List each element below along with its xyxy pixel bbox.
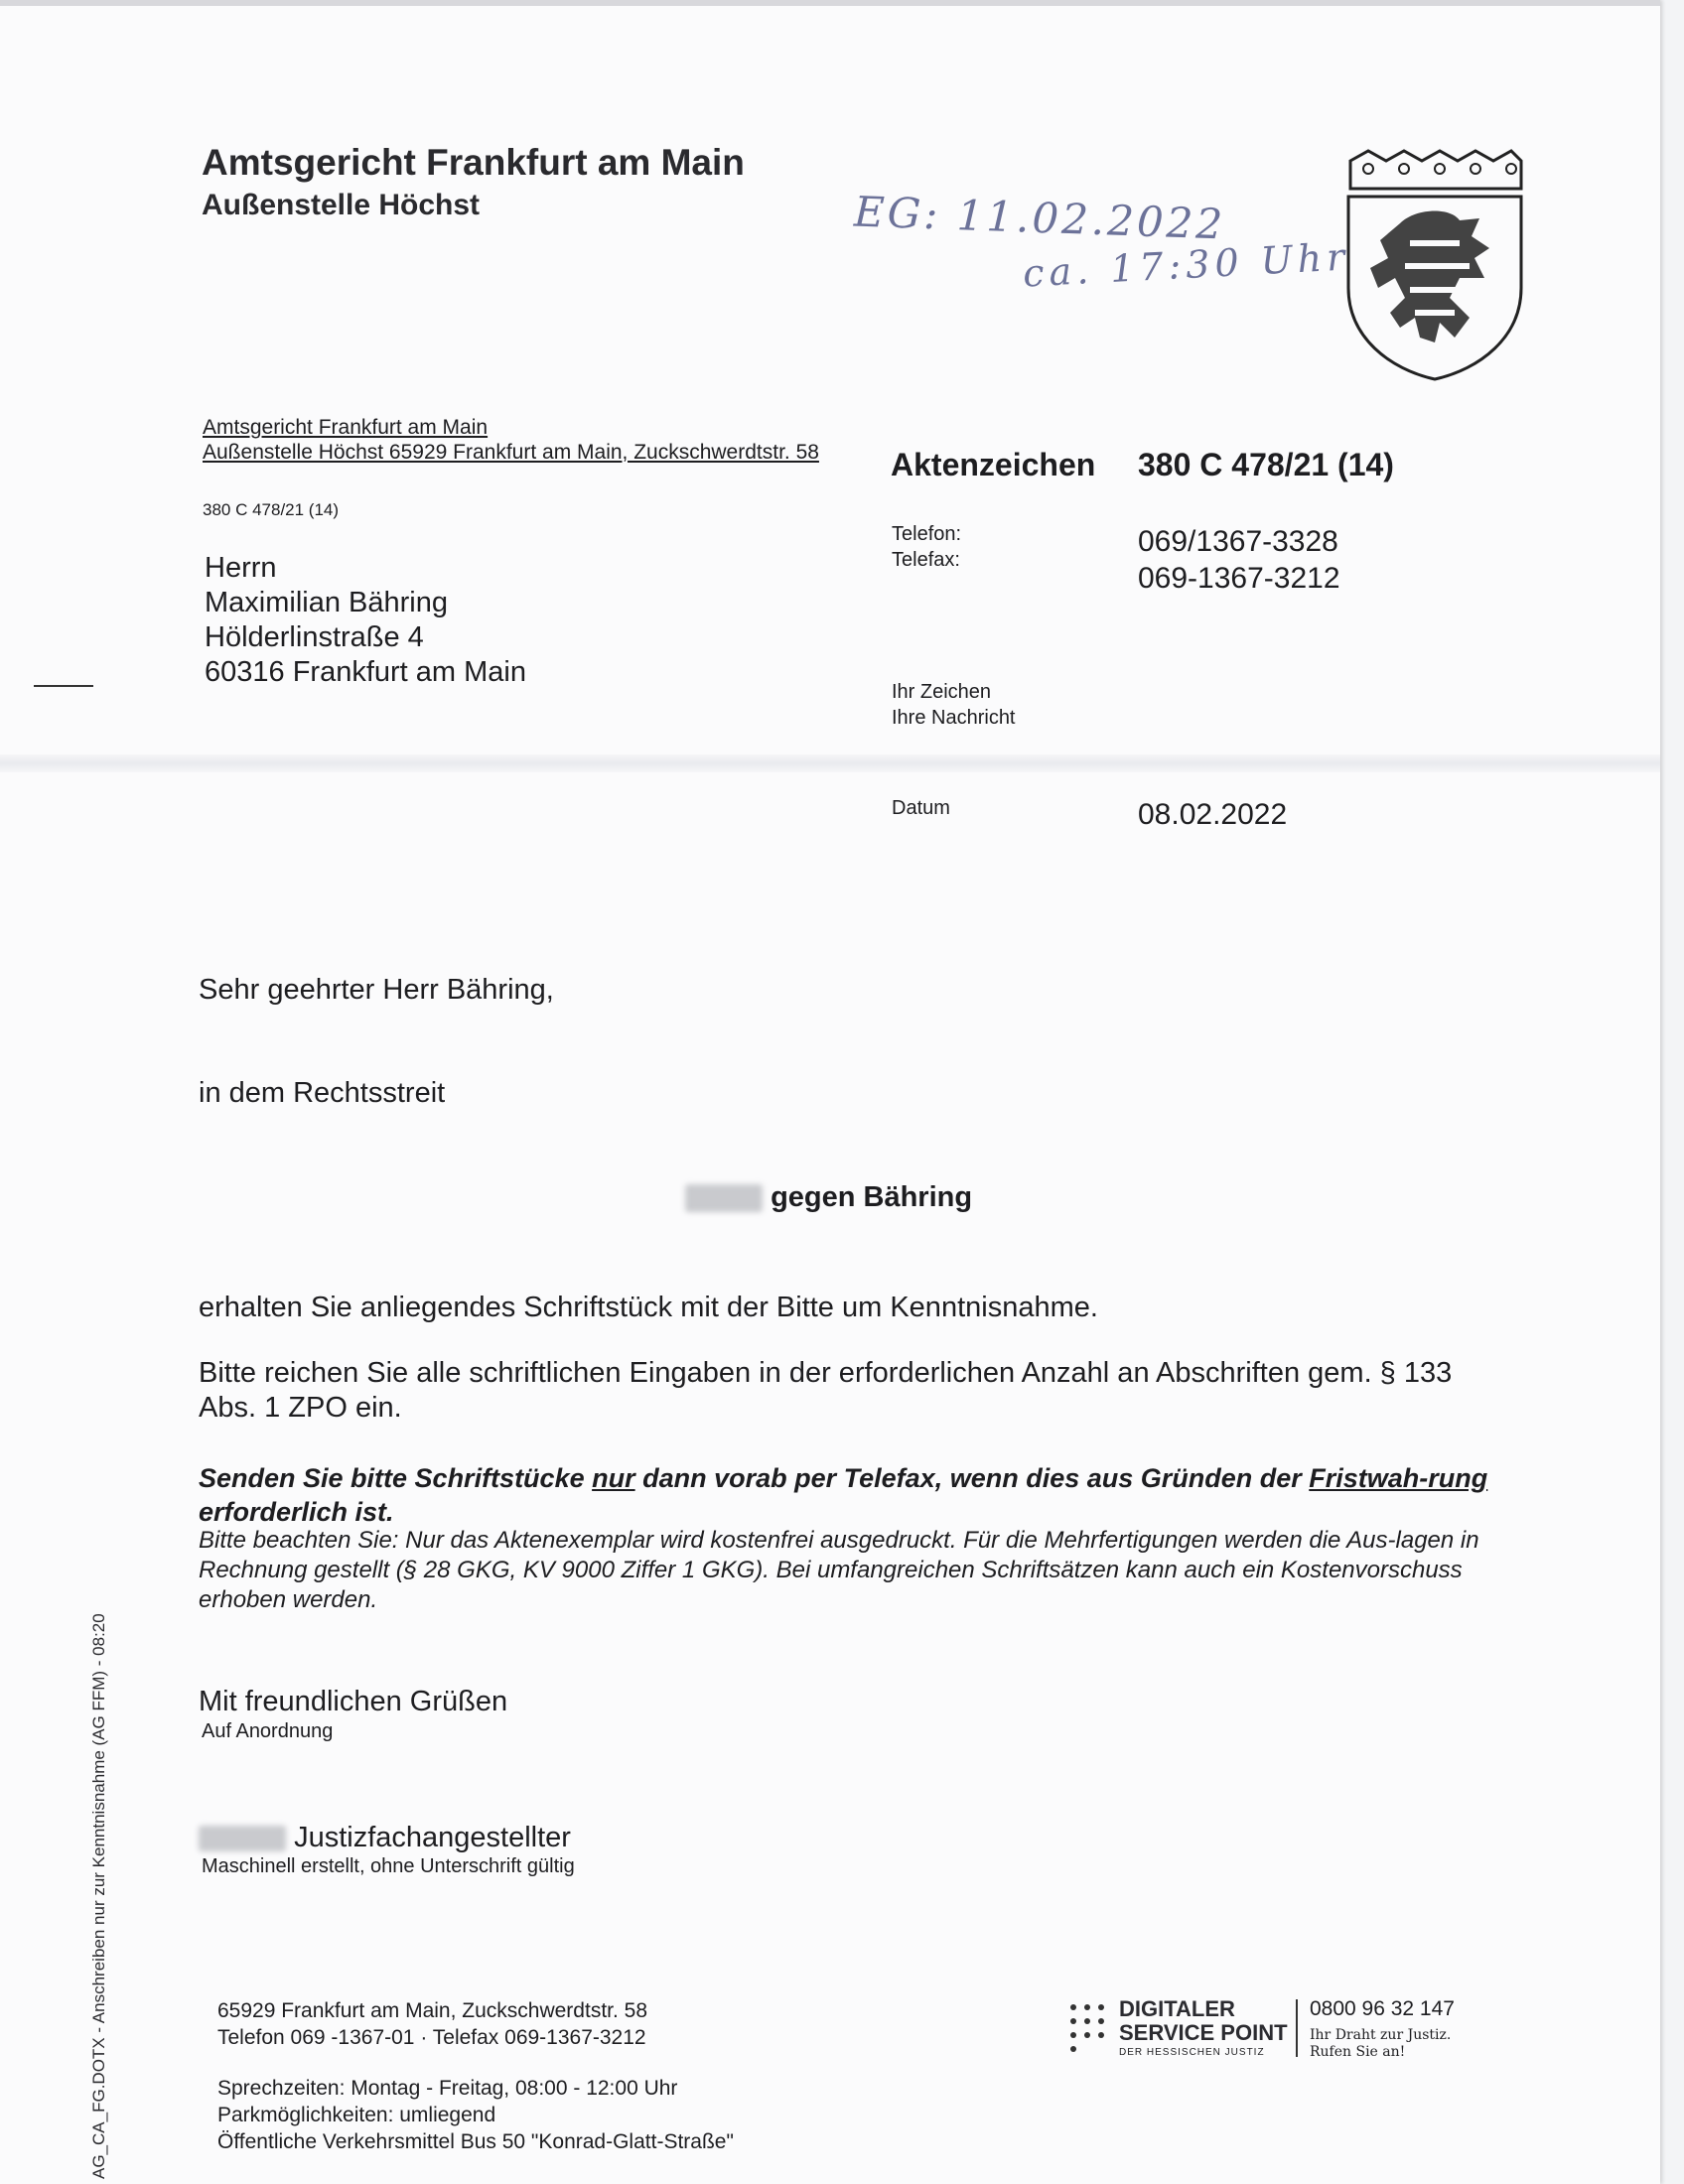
- paragraph-2: Bitte reichen Sie alle schriftlichen Eingaben in der erforderlichen Anzahl an Abschriften gem. § 133 Abs. 1 ZPO ein.: [199, 1357, 1453, 1424]
- footer-hours: Sprechzeiten: Montag - Freitag, 08:00 - 12:00 Uhr: [217, 2077, 678, 2100]
- recipient-name: Maximilian Bähring: [205, 587, 448, 618]
- case-parties-line: [685, 1181, 972, 1214]
- handwritten-note: EG: 11.02.2022: [853, 187, 1226, 249]
- footer-parking: Parkmöglichkeiten: umliegend: [217, 2104, 496, 2126]
- datum-value: 08.02.2022: [1138, 798, 1288, 831]
- fax-notice-text: Senden Sie bitte Schriftstücke: [199, 1463, 593, 1493]
- telefax-value: 069-1367-3212: [1138, 562, 1340, 595]
- scan-top-edge: [0, 0, 1660, 6]
- sender-line-2: Außenstelle Höchst 65929 Frankfurt am Main, Zuckschwerdtstr. 58: [203, 441, 819, 464]
- redacted-plaintiff: [685, 1184, 763, 1212]
- recipient-address: [205, 551, 526, 690]
- service-point-dots-icon: [1067, 1999, 1111, 2055]
- service-point-divider: [1296, 1999, 1298, 2057]
- footer-info-block: [217, 2075, 1012, 2155]
- recipient-street: Hölderlinstraße 4: [205, 621, 424, 653]
- fax-notice-emphasis: nur: [592, 1463, 635, 1493]
- court-branch: Außenstelle Höchst: [202, 189, 481, 221]
- ihre-nachricht-label: Ihre Nachricht: [892, 707, 1016, 729]
- paragraph-1: erhalten Sie anliegendes Schriftstück mit der Bitte um Kenntnisnahme.: [199, 1292, 1098, 1323]
- service-point-line-1: DIGITALER: [1119, 1996, 1235, 2021]
- recipient-city: 60316 Frankfurt am Main: [205, 656, 526, 688]
- service-point-tagline-1: Ihr Draht zur Justiz.: [1310, 2027, 1452, 2043]
- closing: Mit freundlichen Grüßen: [199, 1686, 508, 1717]
- service-point-title: [1119, 1997, 1288, 2045]
- signer-title: Justizfachangestellter: [294, 1822, 571, 1853]
- signature-line: [199, 1822, 571, 1854]
- fax-notice: [199, 1461, 1489, 1529]
- service-point-phone: 0800 96 32 147: [1310, 1997, 1455, 2020]
- hesse-coat-of-arms-icon: [1340, 149, 1527, 382]
- redacted-signer: [199, 1826, 286, 1851]
- service-point-sub: DER HESSISCHEN JUSTIZ: [1119, 2047, 1265, 2058]
- template-side-note: AG_CA_FG.DOTX - Anschreiben nur zur Kenntnisnahme (AG FFM) - 08:20: [89, 1613, 108, 2179]
- on-order-note: Auf Anordnung: [202, 1720, 334, 1742]
- service-point-tagline-2: Rufen Sie an!: [1310, 2044, 1406, 2060]
- aktenzeichen-value: 380 C 478/21 (14): [1138, 447, 1394, 482]
- sender-line-1: Amtsgericht Frankfurt am Main: [203, 416, 489, 439]
- footer-address: 65929 Frankfurt am Main, Zuckschwerdtstr. 58: [217, 1999, 648, 2022]
- service-point-tagline: [1310, 2027, 1451, 2061]
- footer-phones: Telefon 069 -1367-01 · Telefax 069-1367-3212: [217, 2026, 646, 2049]
- court-title: Amtsgericht Frankfurt am Main: [202, 142, 745, 183]
- fax-notice-emphasis-2: Fristwah-rung: [1309, 1463, 1488, 1493]
- footer-transport: Öffentliche Verkehrsmittel Bus 50 "Konrad-Glatt-Straße": [217, 2130, 734, 2153]
- datum-label: Datum: [892, 797, 950, 819]
- fold-mark: [34, 685, 93, 687]
- service-point-line-2: SERVICE POINT: [1119, 2020, 1288, 2045]
- cost-notice: Bitte beachten Sie: Nur das Aktenexemplar wird kostenfrei ausgedruckt. Für die Mehrfertigungen werden die Aus-lagen in Rechnung gestellt (§ 28 GKG, KV 9000 Ziffer 1 GKG). Bei umfangreichen Schriftsätzen kann auch ein Kostenvorschuss erhoben werden.: [199, 1527, 1479, 1613]
- aktenzeichen-label: Aktenzeichen: [891, 447, 1096, 482]
- footer-address-block: [217, 1997, 1012, 2051]
- telefon-value: 069/1367-3328: [1138, 525, 1338, 558]
- case-parties: gegen Bähring: [771, 1181, 973, 1213]
- telefax-label: Telefax:: [892, 549, 960, 571]
- fax-notice-text-3: erforderlich ist.: [199, 1497, 394, 1527]
- machine-note: Maschinell erstellt, ohne Unterschrift gültig: [202, 1855, 575, 1877]
- sender-reference: 380 C 478/21 (14): [203, 500, 340, 519]
- recipient-salutation: Herrn: [205, 552, 277, 584]
- fax-notice-text-2: dann vorab per Telefax, wenn dies aus Gründen der: [634, 1463, 1310, 1493]
- telefon-label: Telefon:: [892, 523, 962, 545]
- ihr-zeichen-label: Ihr Zeichen: [892, 681, 992, 703]
- handwritten-note-time: ca. 17:30 Uhr: [1022, 234, 1351, 296]
- paper-fold: [0, 754, 1660, 772]
- greeting: Sehr geehrter Herr Bähring,: [199, 974, 554, 1006]
- sender-address-line: [203, 415, 838, 465]
- case-intro: in dem Rechtsstreit: [199, 1077, 446, 1109]
